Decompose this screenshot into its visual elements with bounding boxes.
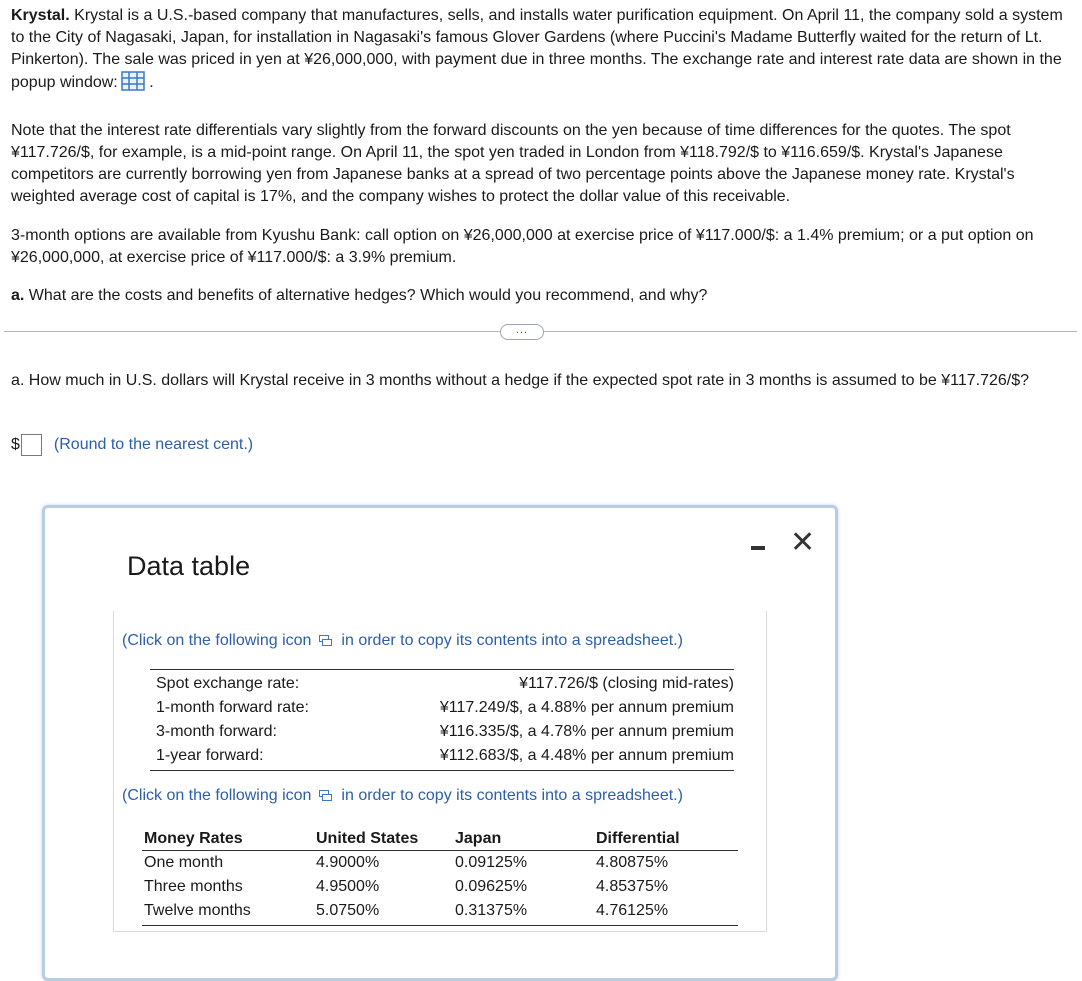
table-cell: 4.9500%	[316, 878, 380, 895]
intro-end: .	[149, 74, 154, 91]
table-grid-icon[interactable]	[121, 71, 145, 98]
table-cell: Twelve months	[144, 902, 251, 919]
table-cell: 4.80875%	[596, 854, 669, 871]
rounding-hint: (Round to the nearest cent.)	[53, 436, 254, 453]
currency-symbol: $	[11, 436, 20, 453]
table-cell: 4.76125%	[596, 902, 669, 919]
close-icon[interactable]: ✕	[790, 526, 816, 559]
problem-intro	[11, 5, 1073, 98]
table-cell: 0.09125%	[455, 854, 528, 871]
more-toggle-button[interactable]: ...	[500, 324, 544, 340]
part-a-label: a.	[11, 287, 25, 304]
copy-note-money: (Click on the following icon in order to copy its contents into a spreadsheet.)	[122, 787, 683, 804]
part-a-prompt	[11, 285, 1073, 307]
fx-row	[150, 744, 734, 768]
answer-row	[11, 433, 253, 457]
company-name: Krystal.	[11, 7, 70, 24]
copy-note-fx: (Click on the following icon in order to copy its contents into a spreadsheet.)	[122, 632, 683, 649]
part-a-text: What are the costs and benefits of alternative hedges? Which would you recommend, and why?	[28, 287, 708, 304]
table-cell: 5.0750%	[316, 902, 380, 919]
table-cell: 0.09625%	[455, 878, 528, 895]
minimize-icon[interactable]	[751, 546, 765, 550]
fx-value: ¥112.683/$, a 4.48% per annum premium	[439, 747, 734, 764]
table-cell: Three months	[144, 878, 243, 895]
table-cell: 0.31375%	[455, 902, 528, 919]
copy-spreadsheet-icon[interactable]	[319, 788, 332, 806]
table-header-row	[142, 828, 738, 851]
intro-text: Krystal is a U.S.-based company that manufactures, sells, and installs water purification equipment. On April 11, the company sold a system to the City of Nagasaki, Japan, for installation in Nagasaki's famous Glover Gardens (where Puccini's Madame Butterfly waited for the return of Lt. Pinkerton). The sale was priced in yen at ¥26,000,000, with payment due in three months. The exchange rate and interest rate data are shown in the popup window:	[11, 7, 1063, 91]
fx-label: 1-month forward rate:	[156, 699, 309, 716]
fx-label: 1-year forward:	[156, 747, 264, 764]
fx-value: ¥117.249/$, a 4.88% per annum premium	[439, 699, 734, 716]
table-cell: 4.9000%	[316, 854, 380, 871]
fx-row	[150, 672, 734, 696]
table-row	[142, 851, 738, 875]
answer-input[interactable]	[21, 434, 42, 456]
fx-value: ¥117.726/$ (closing mid-rates)	[519, 675, 734, 692]
fx-row	[150, 720, 734, 744]
problem-note: Note that the interest rate differentials vary slightly from the forward discounts on the yen because of time differences for the quotes. The spot ¥117.726/$, for example, is a mid-point range. On April 11, the spot yen traded in London from ¥118.792/$ to ¥116.659/$. Krystal's Japanese competitors are currently borrowing yen from Japanese banks at a spread of two percentage points above the Japanese money rate. Krystal's weighted average cost of capital is 17%, and the company wishes to protect the dollar value of this receivable.	[11, 122, 1015, 205]
column-header: Money Rates	[144, 830, 243, 847]
problem-options: 3-month options are available from Kyushu Bank: call option on ¥26,000,000 at exercise price of ¥117.000/$: a 1.4% premium; or a put option on ¥26,000,000, at exercise price of ¥117.000/$: a 3.9% premium.	[11, 227, 1034, 266]
data-table-popup	[42, 505, 838, 981]
table-cell: One month	[144, 854, 224, 871]
column-header: Japan	[455, 830, 502, 847]
copy-spreadsheet-icon[interactable]	[319, 633, 332, 651]
fx-value: ¥116.335/$, a 4.78% per annum premium	[439, 723, 734, 740]
column-header: Differential	[596, 830, 680, 847]
popup-title: Data table	[127, 551, 251, 581]
fx-label: Spot exchange rate:	[156, 675, 300, 692]
fx-label: 3-month forward:	[156, 723, 277, 740]
fx-row	[150, 696, 734, 720]
fx-rates-table	[150, 669, 734, 771]
column-header: United States	[316, 830, 419, 847]
table-row	[142, 899, 738, 923]
money-rates-table	[142, 828, 738, 926]
table-row	[142, 875, 738, 899]
table-cell: 4.85375%	[596, 878, 669, 895]
question-text: a. How much in U.S. dollars will Krystal receive in 3 months without a hedge if the expected spot rate in 3 months is assumed to be ¥117.726/$?	[11, 372, 1030, 389]
